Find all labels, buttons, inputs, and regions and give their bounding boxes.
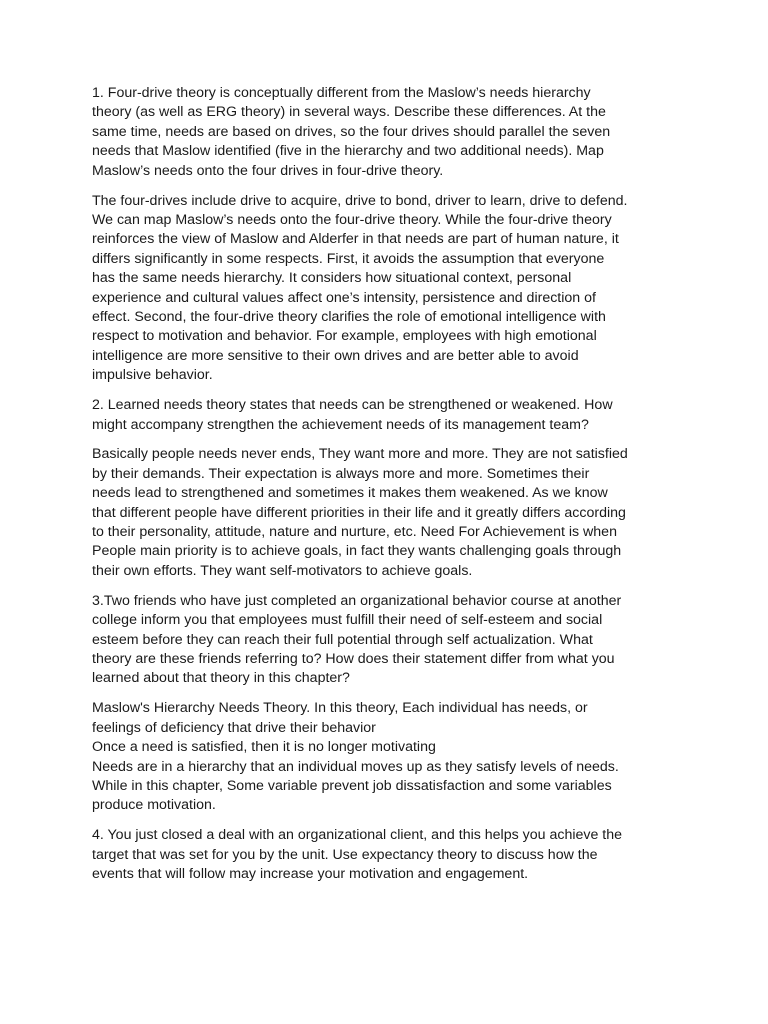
text-line: same time, needs are based on drives, so the four drives should parallel the seven: [92, 123, 611, 140]
text-line: Maslow's Hierarchy Needs Theory. In this theory, Each individual has needs, or: [92, 700, 588, 717]
text-line: People main priority is to achieve goals, in fact they wants challenging goals through: [92, 543, 622, 560]
text-line: respect to motivation and behavior. For example, employees with high emotional: [92, 328, 597, 345]
text-line: intelligence are more sensitive to their own drives and are better able to avoid: [92, 347, 579, 364]
text-line: their own efforts. They want self-motivators to achieve goals.: [92, 562, 473, 579]
text-line: The four-drives include drive to acquire, drive to bond, driver to learn, drive to defend.: [92, 192, 628, 209]
text-line: needs lead to strengthened and sometimes it makes them weakened. As we know: [92, 485, 608, 502]
text-line: impulsive behavior.: [92, 367, 213, 384]
text-line: reinforces the view of Maslow and Alderfer in that needs are part of human nature, it: [92, 231, 619, 248]
answer-1: [92, 192, 684, 386]
text-line: 4. You just closed a deal with an organizational client, and this helps you achieve the: [92, 827, 623, 844]
question-3: [92, 592, 684, 689]
text-line: theory are these friends referring to? How does their statement differ from what you: [92, 650, 615, 667]
text-line: produce motivation.: [92, 797, 216, 814]
text-line: differs significantly in some respects. First, it avoids the assumption that everyone: [92, 250, 605, 267]
question-4: [92, 826, 684, 884]
text-line: Basically people needs never ends, They want more and more. They are not satisfied: [92, 446, 628, 463]
text-line: effect. Second, the four-drive theory clarifies the role of emotional intelligence with: [92, 308, 606, 325]
text-line: by their demands. Their expectation is always more and more. Sometimes their: [92, 465, 590, 482]
answer-3: [92, 699, 684, 815]
text-line: esteem before they can reach their full potential through self actualization. What: [92, 631, 593, 648]
text-line: We can map Maslow’s needs onto the four-drive theory. While the four-drive theory: [92, 211, 612, 228]
text-line: has the same needs hierarchy. It considers how situational context, personal: [92, 270, 572, 287]
text-line: Maslow’s needs onto the four drives in four-drive theory.: [92, 162, 444, 179]
text-line: that different people have different priorities in their life and it greatly differs according: [92, 504, 626, 521]
document-page: [92, 84, 684, 895]
text-line: might accompany strengthen the achievement needs of its management team?: [92, 416, 589, 433]
text-line: feelings of deficiency that drive their behavior: [92, 719, 376, 736]
text-line: needs that Maslow identified (five in the hierarchy and two additional needs). Map: [92, 143, 604, 160]
text-line: 2. Learned needs theory states that needs can be strengthened or weakened. How: [92, 397, 613, 414]
text-line: Needs are in a hierarchy that an individual moves up as they satisfy levels of needs.: [92, 758, 619, 775]
text-line: 3.Two friends who have just completed an organizational behavior course at another: [92, 592, 622, 609]
text-line: theory (as well as ERG theory) in several ways. Describe these differences. At the: [92, 104, 606, 121]
answer-2: [92, 445, 684, 581]
question-2: [92, 396, 684, 435]
text-line: college inform you that employees must fulfill their need of self-esteem and social: [92, 612, 603, 629]
text-line: learned about that theory in this chapter?: [92, 670, 350, 687]
text-line: to their personality, attitude, nature and nurture, etc. Need For Achievement is when: [92, 524, 617, 541]
text-line: Once a need is satisfied, then it is no longer motivating: [92, 739, 436, 756]
text-line: While in this chapter, Some variable prevent job dissatisfaction and some variables: [92, 777, 612, 794]
text-line: 1. Four-drive theory is conceptually different from the Maslow’s needs hierarchy: [92, 85, 591, 101]
text-line: experience and cultural values affect one’s intensity, persistence and direction of: [92, 289, 596, 306]
text-line: target that was set for you by the unit. Use expectancy theory to discuss how the: [92, 846, 598, 863]
question-1: [92, 84, 684, 181]
text-line: events that will follow may increase your motivation and engagement.: [92, 866, 529, 883]
